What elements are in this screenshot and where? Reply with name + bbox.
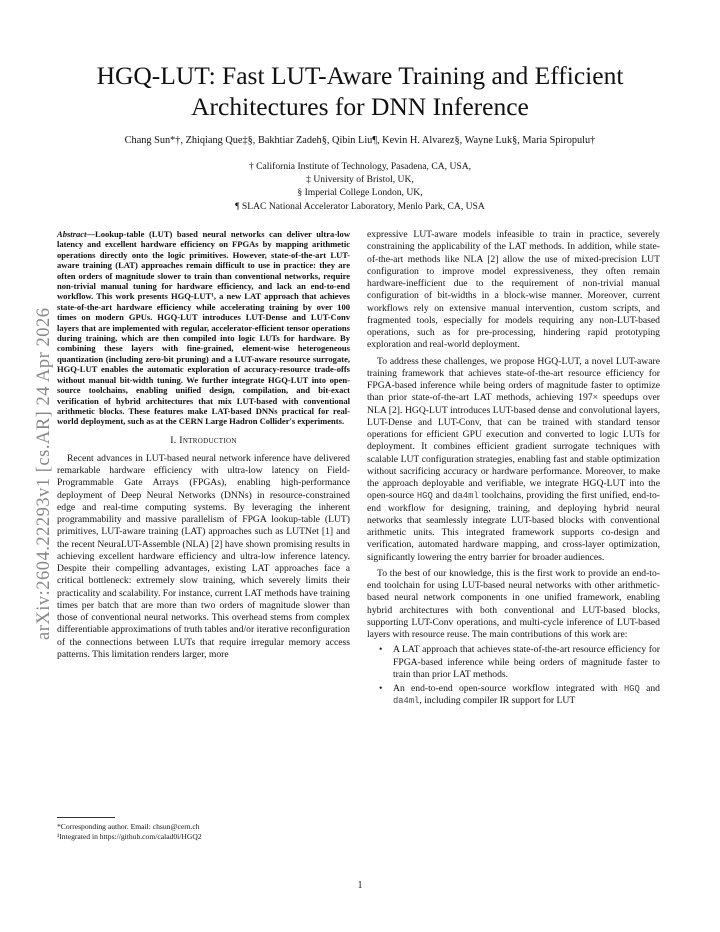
hgq-code: HGQ [416, 491, 433, 502]
affiliation-slac: ¶ SLAC National Accelerator Laboratory, Menlo Park, CA, USA [235, 200, 485, 212]
intro-paragraph-continued: expressive LUT-aware models infeasible to train in practice, severely constraining the applicability of the LAT methods. In addition, while state-of-the-art methods like NLA [2] allow the use of mixed-precision LUT configuration to improve model expressiveness, they often remain hardware-inefficient due to the requirement of non-trivial manual configuration of bit-widths in a block-wise manner. Moreover, current workflows rely on extensive manual intervention, custom scripts, and fragmented tools, especially for models requiring any non-LUT-based operations, such as for pre-processing, hindering rapid prototyping exploration and real-world deployment. [367, 229, 660, 351]
contribution-text-and: and [639, 683, 660, 694]
abstract-text: —Lookup-table (LUT) based neural networks can deliver ultra-low latency and excellent hardware efficiency on FPGAs by mapping arithmetic operations directly onto the logic primitives. However, state-of-the-art LUT-aware training (LAT) approaches remain difficult to use in practice: they are often orders of magnitude slower to train than conventional networks, require non-trivial manual tuning for hardware efficiency, and lack an end-to-end workflow. This work presents HGQ-LUT¹, a new LAT approach that achieves state-of-the-art hardware efficiency while accelerating training by over 100 times on modern GPUs. HGQ-LUT introduces LUT-Dense and LUT-Conv layers that are implemented with regular, accelerator-efficient tensor operations during training, which are then compiled into logic LUTs for hardware. By combining these layers with fine-grained, element-wise heterogeneous quantization (including zero-bit pruning) and a LUT-aware resource surrogate, HGQ-LUT enables the automatic exploration of accuracy-resource trade-offs without manual bit-width tuning. We further integrate HGQ-LUT into open-source toolchains, enabling unified design, compilation, and bit-exact verification of hybrid architectures that mix LUT-based with conventional arithmetic blocks. These features make LAT-based DNNs practical for real-world deployment, such as at the CERN Large Hadron Collider's experiments. [57, 229, 350, 427]
affiliation-caltech: † California Institute of Technology, Pasadena, CA, USA, [248, 161, 472, 172]
abstract-label: Abstract [57, 229, 87, 239]
left-column [57, 229, 350, 661]
intro-paragraph-contributions: To the best of our knowledge, this is the first work to provide an end-to-end toolchain for using LUT-based neural networks with other arithmetic-based neural network components in one unified framework, enabling hybrid architectures with both conventional and LUT-based blocks, supporting LUT-Conv operations, and multi-cycle inference of LUT-based layers with resource reuse. The main contributions of this work are: [367, 567, 660, 640]
proposal-text-a: To address these challenges, we propose HGQ-LUT, a novel LUT-aware training framework that achieves state-of-the-art resource efficiency for FPGA-based inference while being orders of magnitude faster to optimize than prior state-of-the-art LAT methods, achieving 197× speedups over NLA [2]. HGQ-LUT introduces LUT-based dense and convolutional layers, LUT-Dense and LUT-Conv, that can be trained with standard tensor operations for efficient GPU execution and converted to logic LUTs for deployment. It combines efficient gradient surrogate techniques with scalable LUT configuration strategies, enabling fast and stable optimization without sacrificing accuracy or hardware performance. Moreover, to make the approach deployable and verifiable, we integrate HGQ-LUT into the open-source [367, 355, 660, 502]
proposal-text-b: toolchains, providing the first unified, end-to-end workflow for designing, training, and deploying hybrid neural networks that seamlessly integrate LUT-based blocks with conventional arithmetic units. This integrated framework supports co-design and verification, automated hardware mapping, and cross-layer optimization, significantly lowering the entry barrier for broader audiences. [367, 490, 660, 563]
right-column [367, 229, 660, 710]
contribution-text-a: An end-to-end open-source workflow integrated with [393, 683, 624, 694]
footnote-integration-link: ¹Integrated in https://github.com/calad0i/HGQ2 [57, 832, 202, 841]
affiliation-imperial: § Imperial College London, UK, [297, 187, 423, 199]
contribution-list [367, 644, 660, 707]
affiliations [60, 160, 660, 213]
da4ml-code: da4ml [452, 491, 479, 502]
page-number: 1 [357, 880, 363, 891]
contribution-text-b: , including compiler IR support for LUT [419, 695, 576, 707]
footnote-rule [57, 817, 115, 818]
affiliation-bristol: ‡ University of Bristol, UK, [306, 174, 414, 186]
proposal-text-and: and [432, 490, 453, 502]
footnotes [57, 822, 350, 842]
contribution-item: • A LAT approach that achieves state-of-the-art resource efficiency for FPGA-based inference while being orders of magnitude faster to train than prior LAT methods. [367, 644, 660, 681]
paper-title: HGQ-LUT: Fast LUT-Aware Training and Efficient Architectures for DNN Inference [96, 61, 624, 121]
arxiv-identifier: arXiv:2604.22293v1 [cs.AR] 24 Apr 2026 [34, 307, 54, 640]
hgq-code: HGQ [624, 684, 640, 694]
contribution-item [367, 683, 660, 708]
footnote-corresponding-author: *Corresponding author. Email: chsun@cern.ch [57, 822, 200, 831]
intro-paragraph-proposal [367, 356, 660, 564]
section-heading-introduction: I. Introduction [170, 434, 237, 446]
intro-paragraph-1: Recent advances in LUT-based neural network inference have delivered remarkable hardware efficiency with ultra-low latency on Field-Programmable Gate Arrays (FPGAs), enabling high-performance deployment of Deep Neural Networks (DNNs) in resource-constrained edge and real-time computing systems. By leveraging the inherent programmability and massive parallelism of FPGA lookup-table (LUT) primitives, LUT-aware training (LAT) approaches such as LUTNet [1] and the recent NeuraLUT-Assemble (NLA) [2] have shown promising results in achieving excellent hardware efficiency and ultra-low inference latency. Despite their compelling advantages, existing LAT approaches face a critical bottleneck: extremely slow training, which severely limits their practicality and scalability. For instance, current LAT methods have training times per batch that are more than two orders of magnitude slower than those of conventional neural networks. This overhead stems from complex differentiable approximations of truth tables and/or iterative reconfiguration of the connections between LUTs that require irregular memory access patterns. This limitation renders larger, more [57, 452, 350, 660]
abstract [57, 229, 350, 427]
author-list: Chang Sun*†, Zhiqiang Que‡§, Bakhtiar Zadeh§, Qibin Liu¶, Kevin H. Alvarez§, Wayne Luk§, Maria Spiropulu† [124, 135, 596, 146]
da4ml-code: da4ml [393, 696, 420, 707]
